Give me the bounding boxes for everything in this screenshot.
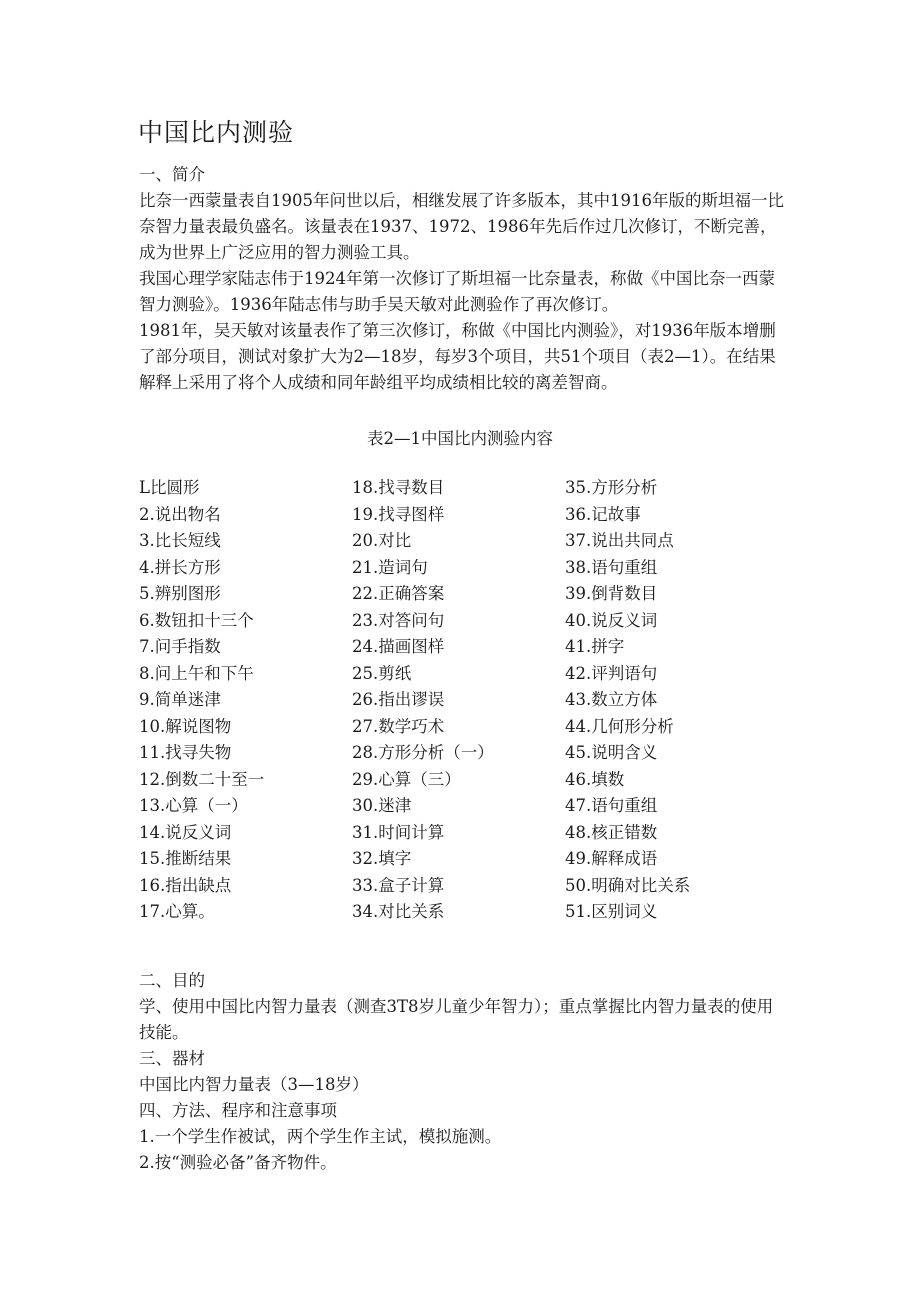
test-item: 13.心算（一） bbox=[139, 796, 248, 815]
test-item: 17.心算。 bbox=[139, 902, 215, 921]
test-item: 37.说出共同点 bbox=[565, 531, 674, 550]
table-row bbox=[139, 740, 799, 767]
test-item: 31.时间计算 bbox=[352, 822, 445, 842]
method-step: 2.按“测验必备”备齐物件。 bbox=[139, 1153, 337, 1172]
test-item: 16.指出缺点 bbox=[139, 875, 232, 895]
table-row bbox=[139, 528, 799, 555]
test-item: 19.找寻图样 bbox=[352, 504, 445, 524]
table-row bbox=[139, 873, 799, 900]
test-item: 39.倒背数目 bbox=[565, 584, 658, 603]
method-step: 1.一个学生作被试，两个学生作主试，模拟施测。 bbox=[139, 1127, 502, 1146]
test-item: 4.拼长方形 bbox=[139, 557, 221, 577]
table-row bbox=[139, 475, 799, 502]
later-sections bbox=[139, 968, 789, 1176]
test-item: 33.盒子计算 bbox=[352, 875, 445, 895]
table-row bbox=[139, 899, 799, 926]
test-item: 42.评判语句 bbox=[565, 663, 658, 683]
test-item: 43.数立方体 bbox=[565, 690, 658, 709]
test-item: 48.核正错数 bbox=[565, 822, 658, 842]
table-row bbox=[139, 820, 799, 847]
intro-paragraph: 比奈一西蒙量表自1905年问世以后，相继发展了许多版本，其中1916年版的斯坦福一比奈智力量表最负盛名。该量表在1937、1972、1986年先后作过几次修订，不断完善，成为世界上广泛应用的智力测验工具。 bbox=[139, 191, 784, 262]
test-item: 11.找寻失物 bbox=[139, 743, 232, 762]
test-item: 2.说出物名 bbox=[139, 504, 221, 524]
test-item: 32.填字 bbox=[352, 849, 412, 868]
table-row bbox=[139, 714, 799, 741]
test-item: 40.说反义词 bbox=[565, 610, 658, 630]
test-item: 8.问上午和下午 bbox=[139, 663, 254, 683]
test-items-table bbox=[139, 475, 799, 926]
test-item: 44.几何形分析 bbox=[565, 716, 674, 736]
test-item: 38.语句重组 bbox=[565, 557, 658, 577]
test-item: 27.数学巧术 bbox=[352, 716, 445, 736]
test-item: 26.指出谬误 bbox=[352, 690, 445, 709]
test-item: 34.对比关系 bbox=[352, 902, 445, 921]
test-item: 23.对答问句 bbox=[352, 610, 445, 630]
test-item: 36.记故事 bbox=[565, 504, 641, 524]
test-item: 50.明确对比关系 bbox=[565, 875, 691, 895]
table-row bbox=[139, 502, 799, 529]
table-caption: 表2—1中国比内测验内容 bbox=[367, 429, 553, 448]
test-item: L比圆形 bbox=[139, 478, 200, 497]
intro-section bbox=[139, 162, 789, 396]
section-heading-method: 四、方法、程序和注意事项 bbox=[139, 1101, 337, 1120]
document-title: 中国比内测验 bbox=[138, 118, 295, 147]
test-item: 6.数钮扣十三个 bbox=[139, 610, 254, 630]
test-item: 28.方形分析（一） bbox=[352, 743, 494, 762]
test-item: 29.心算（三） bbox=[352, 769, 461, 789]
test-item: 46.填数 bbox=[565, 769, 625, 789]
test-item: 10.解说图物 bbox=[139, 716, 232, 736]
section-heading-materials: 三、器材 bbox=[139, 1049, 205, 1068]
test-item: 25.剪纸 bbox=[352, 663, 412, 683]
test-item: 15.推断结果 bbox=[139, 849, 232, 868]
test-item: 7.问手指数 bbox=[139, 637, 221, 656]
test-item: 47.语句重组 bbox=[565, 796, 658, 815]
test-item: 18.找寻数目 bbox=[352, 478, 445, 497]
table-row bbox=[139, 846, 799, 873]
table-row bbox=[139, 608, 799, 635]
table-row bbox=[139, 581, 799, 608]
test-item: 12.倒数二十至一 bbox=[139, 769, 265, 789]
intro-heading: 一、简介 bbox=[139, 165, 205, 184]
test-item: 49.解释成语 bbox=[565, 849, 658, 868]
test-item: 9.简单迷津 bbox=[139, 690, 221, 709]
table-row bbox=[139, 793, 799, 820]
test-item: 30.迷津 bbox=[352, 796, 412, 815]
test-item: 21.造词句 bbox=[352, 557, 428, 577]
table-row bbox=[139, 767, 799, 794]
test-item: 51.区别词义 bbox=[565, 902, 658, 921]
section-heading-purpose: 二、目的 bbox=[139, 971, 205, 990]
intro-paragraph: 我国心理学家陆志伟于1924年第一次修订了斯坦福一比奈量表，称做《中国比奈一西蒙智力测验》。1936年陆志伟与助手吴天敏对此测验作了再次修订。 bbox=[139, 269, 775, 314]
test-item: 35.方形分析 bbox=[565, 478, 658, 497]
table-row bbox=[139, 555, 799, 582]
test-item: 45.说明含义 bbox=[565, 743, 658, 762]
test-item: 5.辨别图形 bbox=[139, 584, 221, 603]
intro-paragraph: 1981年，吴天敏对该量表作了第三次修订，称做《中国比内测验》，对1936年版本增删了部分项目，测试对象扩大为2—18岁，每岁3个项目，共51个项目（表2—1）。在结果解释上采用了将个人成绩和同年龄组平均成绩相比较的离差智商。 bbox=[139, 321, 776, 392]
test-item: 22.正确答案 bbox=[352, 584, 445, 603]
table-row bbox=[139, 687, 799, 714]
test-item: 3.比长短线 bbox=[139, 531, 221, 550]
table-row bbox=[139, 661, 799, 688]
table-row bbox=[139, 634, 799, 661]
purpose-text: 学、使用中国比内智力量表（测查3T8岁儿童少年智力）；重点掌握比内智力量表的使用技能。 bbox=[139, 997, 774, 1042]
test-item: 20.对比 bbox=[352, 531, 412, 550]
materials-text: 中国比内智力量表（3—18岁） bbox=[139, 1075, 369, 1094]
test-item: 14.说反义词 bbox=[139, 822, 232, 842]
test-item: 41.拼字 bbox=[565, 637, 625, 656]
test-item: 24.描画图样 bbox=[352, 637, 445, 656]
